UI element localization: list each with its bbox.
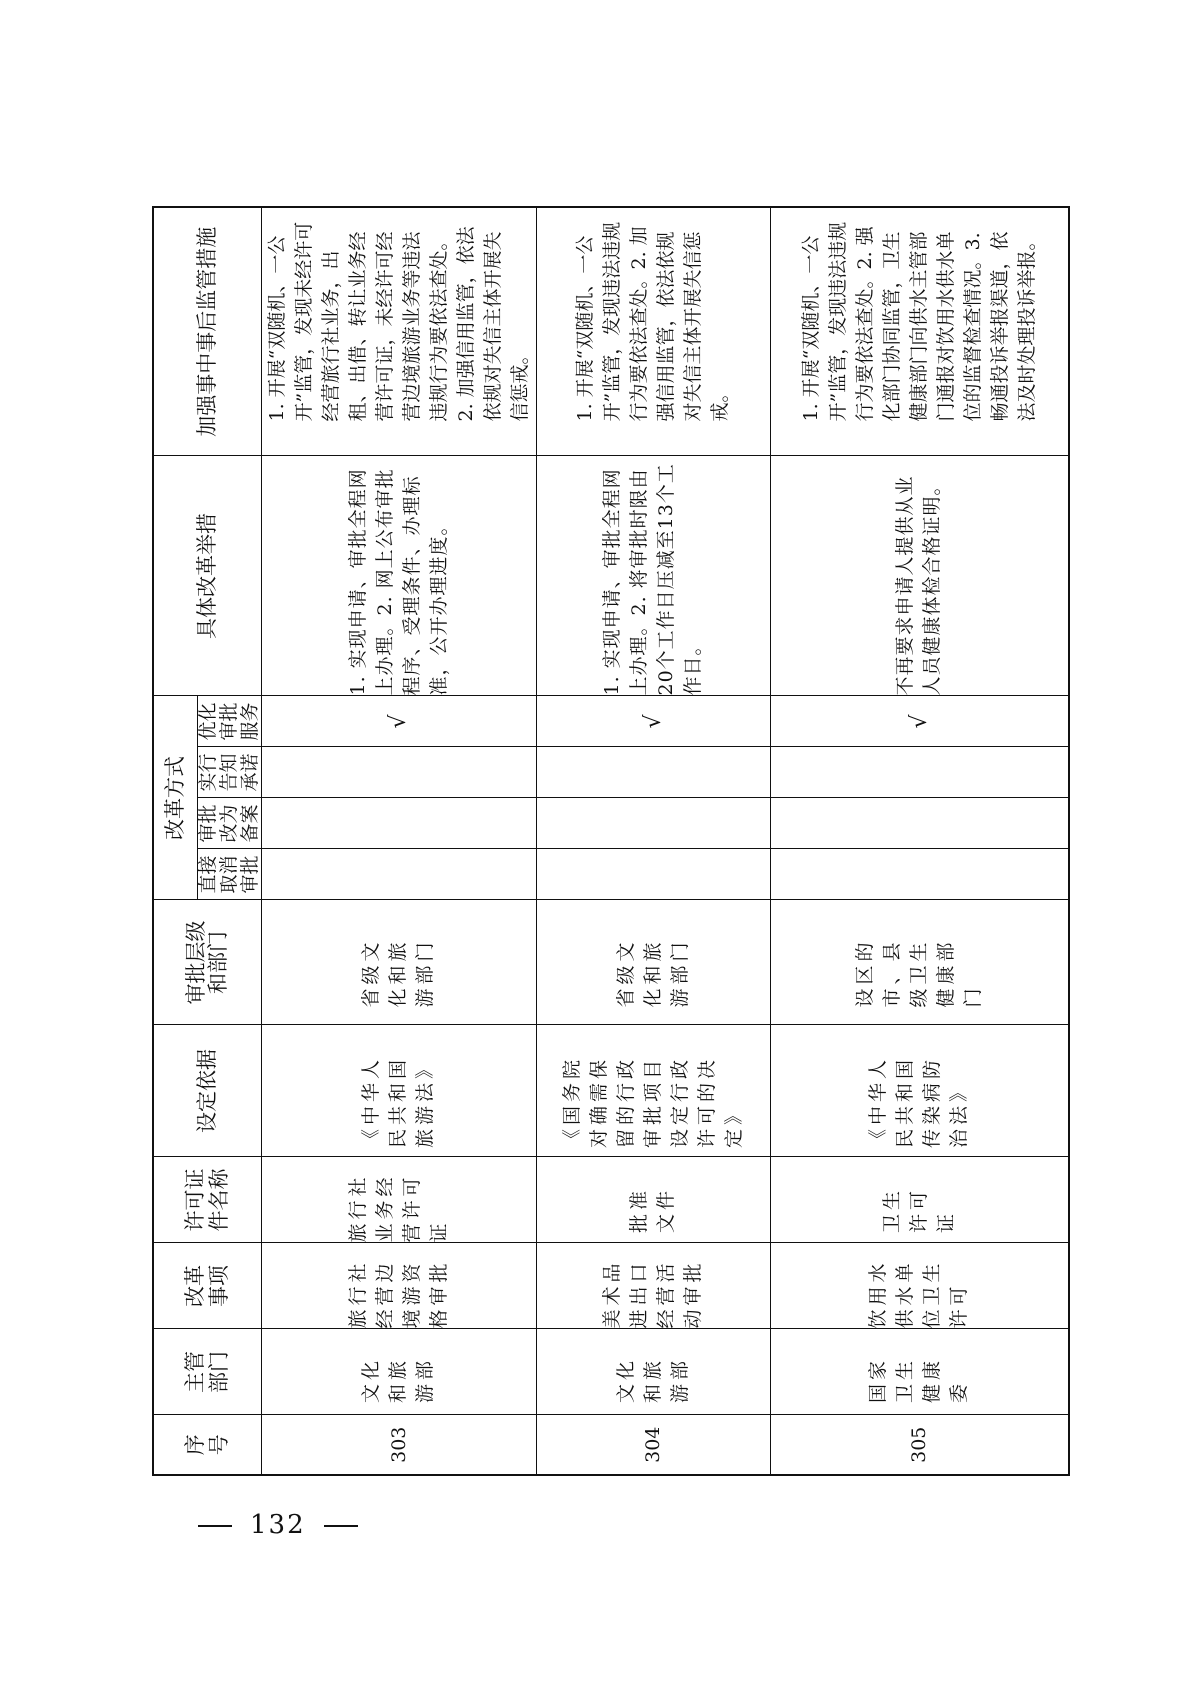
header-item: 改革事项 (153, 1243, 261, 1329)
header-level: 审批层级和部门 (153, 900, 261, 1025)
row-measures: 不再要求申请人提供从业人员健康体检合格证明。 (770, 456, 1069, 696)
reform-table (152, 206, 1070, 1476)
header-record: 审批改为备案 (197, 798, 261, 849)
row-supervision: 1. 开展“双随机、一公开”监管，发现违法违规行为要依法查处。2. 强化部门协同监管，卫生健康部门向供水主管部门通报对饮用水供水单位的监督检查情况。3. 畅通投诉举报渠道，依法及时处理投诉举报。 (770, 207, 1069, 456)
header-license: 许可证件名称 (153, 1157, 261, 1243)
row-record (261, 798, 536, 849)
row-basis: 《中华人民共和国旅游法》 (261, 1025, 536, 1157)
row-measures: 1. 实现申请、审批全程网上办理。2. 网上公布审批程序、受理条件、办理标准，公开办理进度。 (261, 456, 536, 696)
row-cancel (536, 849, 770, 900)
rotated-table-wrapper (152, 208, 1042, 1476)
footer-dash-right (324, 1525, 358, 1527)
header-basis: 设定依据 (153, 1025, 261, 1157)
header-notify: 实行告知承诺 (197, 747, 261, 798)
row-item: 饮用水供水单位卫生许可 (770, 1243, 1069, 1329)
row-optimize-check: √ (536, 696, 770, 747)
row-seq: 304 (536, 1415, 770, 1475)
row-dept: 文化和旅游部 (261, 1329, 536, 1415)
row-level: 省级文化和旅游部门 (261, 900, 536, 1025)
row-basis: 《国务院对确需保留的行政审批项目设定行政许可的决定》 (536, 1025, 770, 1157)
table-row (261, 207, 536, 1475)
row-license: 卫生许可证 (770, 1157, 1069, 1243)
row-supervision: 1. 开展“双随机、一公开”监管，发现未经许可经营旅行社业务，出租、出借、转让业务经营许可证，未经许可经营边境旅游业务等违法违规行为要依法查处。2. 加强信用监管，依法依规对失信主体开展失信惩戒。 (261, 207, 536, 456)
row-record (536, 798, 770, 849)
header-reform: 改革方式 (153, 696, 197, 900)
row-notify (261, 747, 536, 798)
row-cancel (261, 849, 536, 900)
row-optimize-check: √ (261, 696, 536, 747)
row-license: 旅行社业务经营许可证 (261, 1157, 536, 1243)
row-level: 省级文化和旅游部门 (536, 900, 770, 1025)
row-seq: 305 (770, 1415, 1069, 1475)
row-level: 设区的市、县级卫生健康部门 (770, 900, 1069, 1025)
row-basis: 《中华人民共和国传染病防治法》 (770, 1025, 1069, 1157)
row-measures: 1. 实现申请、审批全程网上办理。2. 将审批时限由20个工作日压减至13个工作日。 (536, 456, 770, 696)
table-row (770, 207, 1069, 1475)
row-seq: 303 (261, 1415, 536, 1475)
row-item: 旅行社经营边境游资格审批 (261, 1243, 536, 1329)
header-supervision: 加强事中事后监管措施 (153, 207, 261, 456)
header-seq: 序号 (153, 1415, 261, 1475)
header-dept: 主管部门 (153, 1329, 261, 1415)
row-record (770, 798, 1069, 849)
row-supervision: 1. 开展“双随机、一公开”监管，发现违法违规行为要依法查处。2. 加强信用监管，依法依规对失信主体开展失信惩戒。 (536, 207, 770, 456)
row-dept: 文化和旅游部 (536, 1329, 770, 1415)
row-cancel (770, 849, 1069, 900)
row-item: 美术品进出口经营活动审批 (536, 1243, 770, 1329)
header-optimize: 优化审批服务 (197, 696, 261, 747)
table-row (536, 207, 770, 1475)
row-license: 批准文件 (536, 1157, 770, 1243)
row-dept: 国家卫生健康委 (770, 1329, 1069, 1415)
page-number-footer (180, 1510, 376, 1540)
footer-dash-left (198, 1525, 232, 1527)
row-notify (770, 747, 1069, 798)
row-notify (536, 747, 770, 798)
page-number: 132 (250, 1510, 306, 1540)
header-cancel: 直接取消审批 (197, 849, 261, 900)
row-optimize-check: √ (770, 696, 1069, 747)
header-measures: 具体改革举措 (153, 456, 261, 696)
